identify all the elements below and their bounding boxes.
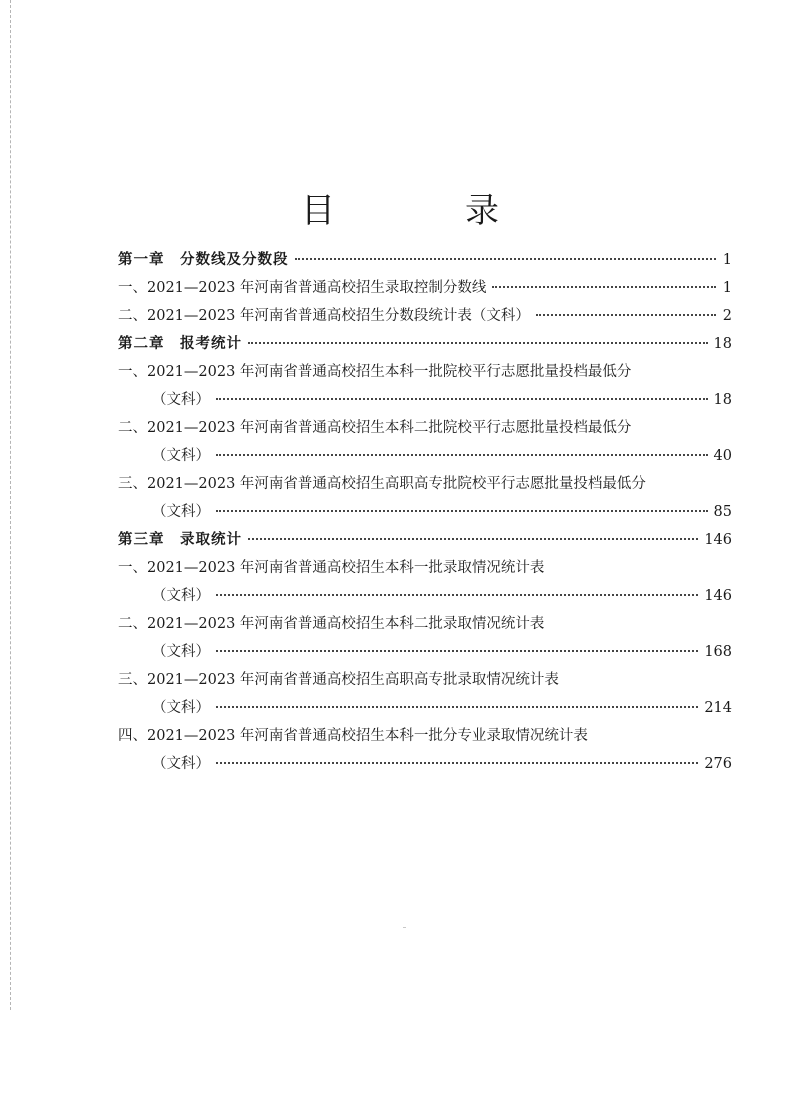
dot-leader xyxy=(248,342,708,344)
toc-entry[interactable] xyxy=(118,724,732,752)
toc-label: 一、2021—2023 年河南省普通高校招生录取控制分数线 xyxy=(118,280,487,296)
toc-page-number: 146 xyxy=(704,588,732,604)
toc-entry[interactable] xyxy=(118,556,732,584)
toc-entry[interactable] xyxy=(118,304,732,332)
table-of-contents xyxy=(118,248,732,780)
dot-leader xyxy=(492,286,716,288)
toc-page-number: 214 xyxy=(704,700,732,716)
toc-page-number: 18 xyxy=(713,336,732,352)
toc-entry[interactable] xyxy=(118,696,732,724)
toc-page-number: 85 xyxy=(713,504,732,520)
toc-entry[interactable] xyxy=(118,752,732,780)
toc-label: 二、2021—2023 年河南省普通高校招生分数段统计表（文科） xyxy=(118,308,530,324)
toc-page-number: 40 xyxy=(713,448,732,464)
toc-page-number: 168 xyxy=(704,644,732,660)
toc-label: （文科） xyxy=(152,448,210,464)
toc-page-number: 1 xyxy=(722,252,732,268)
toc-label: 三、2021—2023 年河南省普通高校招生高职高专批院校平行志愿批量投档最低分 xyxy=(118,476,646,492)
dot-leader xyxy=(216,594,698,596)
toc-label: （文科） xyxy=(152,644,210,660)
toc-page-number: 2 xyxy=(722,308,732,324)
toc-entry[interactable] xyxy=(118,416,732,444)
toc-label: 三、2021—2023 年河南省普通高校招生高职高专批录取情况统计表 xyxy=(118,672,559,688)
dot-leader xyxy=(248,538,698,540)
dot-leader xyxy=(216,762,698,764)
toc-entry[interactable] xyxy=(118,640,732,668)
toc-label: （文科） xyxy=(152,392,210,408)
toc-label: 二、2021—2023 年河南省普通高校招生本科二批录取情况统计表 xyxy=(118,616,545,632)
scan-edge-line xyxy=(10,0,11,1010)
toc-chapter[interactable] xyxy=(118,332,732,360)
page-title: 目 录 xyxy=(301,190,547,231)
toc-label: 第二章 报考统计 xyxy=(118,336,242,352)
toc-label: 四、2021—2023 年河南省普通高校招生本科一批分专业录取情况统计表 xyxy=(118,728,588,744)
scan-speck xyxy=(403,927,406,928)
toc-entry[interactable] xyxy=(118,472,732,500)
toc-label: （文科） xyxy=(152,588,210,604)
dot-leader xyxy=(295,258,717,260)
dot-leader xyxy=(536,314,716,316)
toc-entry[interactable] xyxy=(118,668,732,696)
toc-entry[interactable] xyxy=(118,360,732,388)
toc-page-number: 146 xyxy=(704,532,732,548)
toc-chapter[interactable] xyxy=(118,248,732,276)
toc-label: 第三章 录取统计 xyxy=(118,532,242,548)
toc-chapter[interactable] xyxy=(118,528,732,556)
toc-page-number: 18 xyxy=(713,392,732,408)
toc-entry[interactable] xyxy=(118,276,732,304)
toc-page-number: 276 xyxy=(704,756,732,772)
toc-entry[interactable] xyxy=(118,388,732,416)
toc-page-number: 1 xyxy=(722,280,732,296)
toc-label: （文科） xyxy=(152,504,210,520)
toc-entry[interactable] xyxy=(118,612,732,640)
toc-entry[interactable] xyxy=(118,444,732,472)
toc-entry[interactable] xyxy=(118,584,732,612)
dot-leader xyxy=(216,398,708,400)
dot-leader xyxy=(216,706,698,708)
toc-label: 二、2021—2023 年河南省普通高校招生本科二批院校平行志愿批量投档最低分 xyxy=(118,420,632,436)
dot-leader xyxy=(216,650,698,652)
dot-leader xyxy=(216,454,708,456)
toc-label: 一、2021—2023 年河南省普通高校招生本科一批院校平行志愿批量投档最低分 xyxy=(118,364,632,380)
toc-label: （文科） xyxy=(152,756,210,772)
toc-label: 第一章 分数线及分数段 xyxy=(118,252,289,268)
toc-entry[interactable] xyxy=(118,500,732,528)
toc-label: 一、2021—2023 年河南省普通高校招生本科一批录取情况统计表 xyxy=(118,560,545,576)
toc-label: （文科） xyxy=(152,700,210,716)
dot-leader xyxy=(216,510,708,512)
